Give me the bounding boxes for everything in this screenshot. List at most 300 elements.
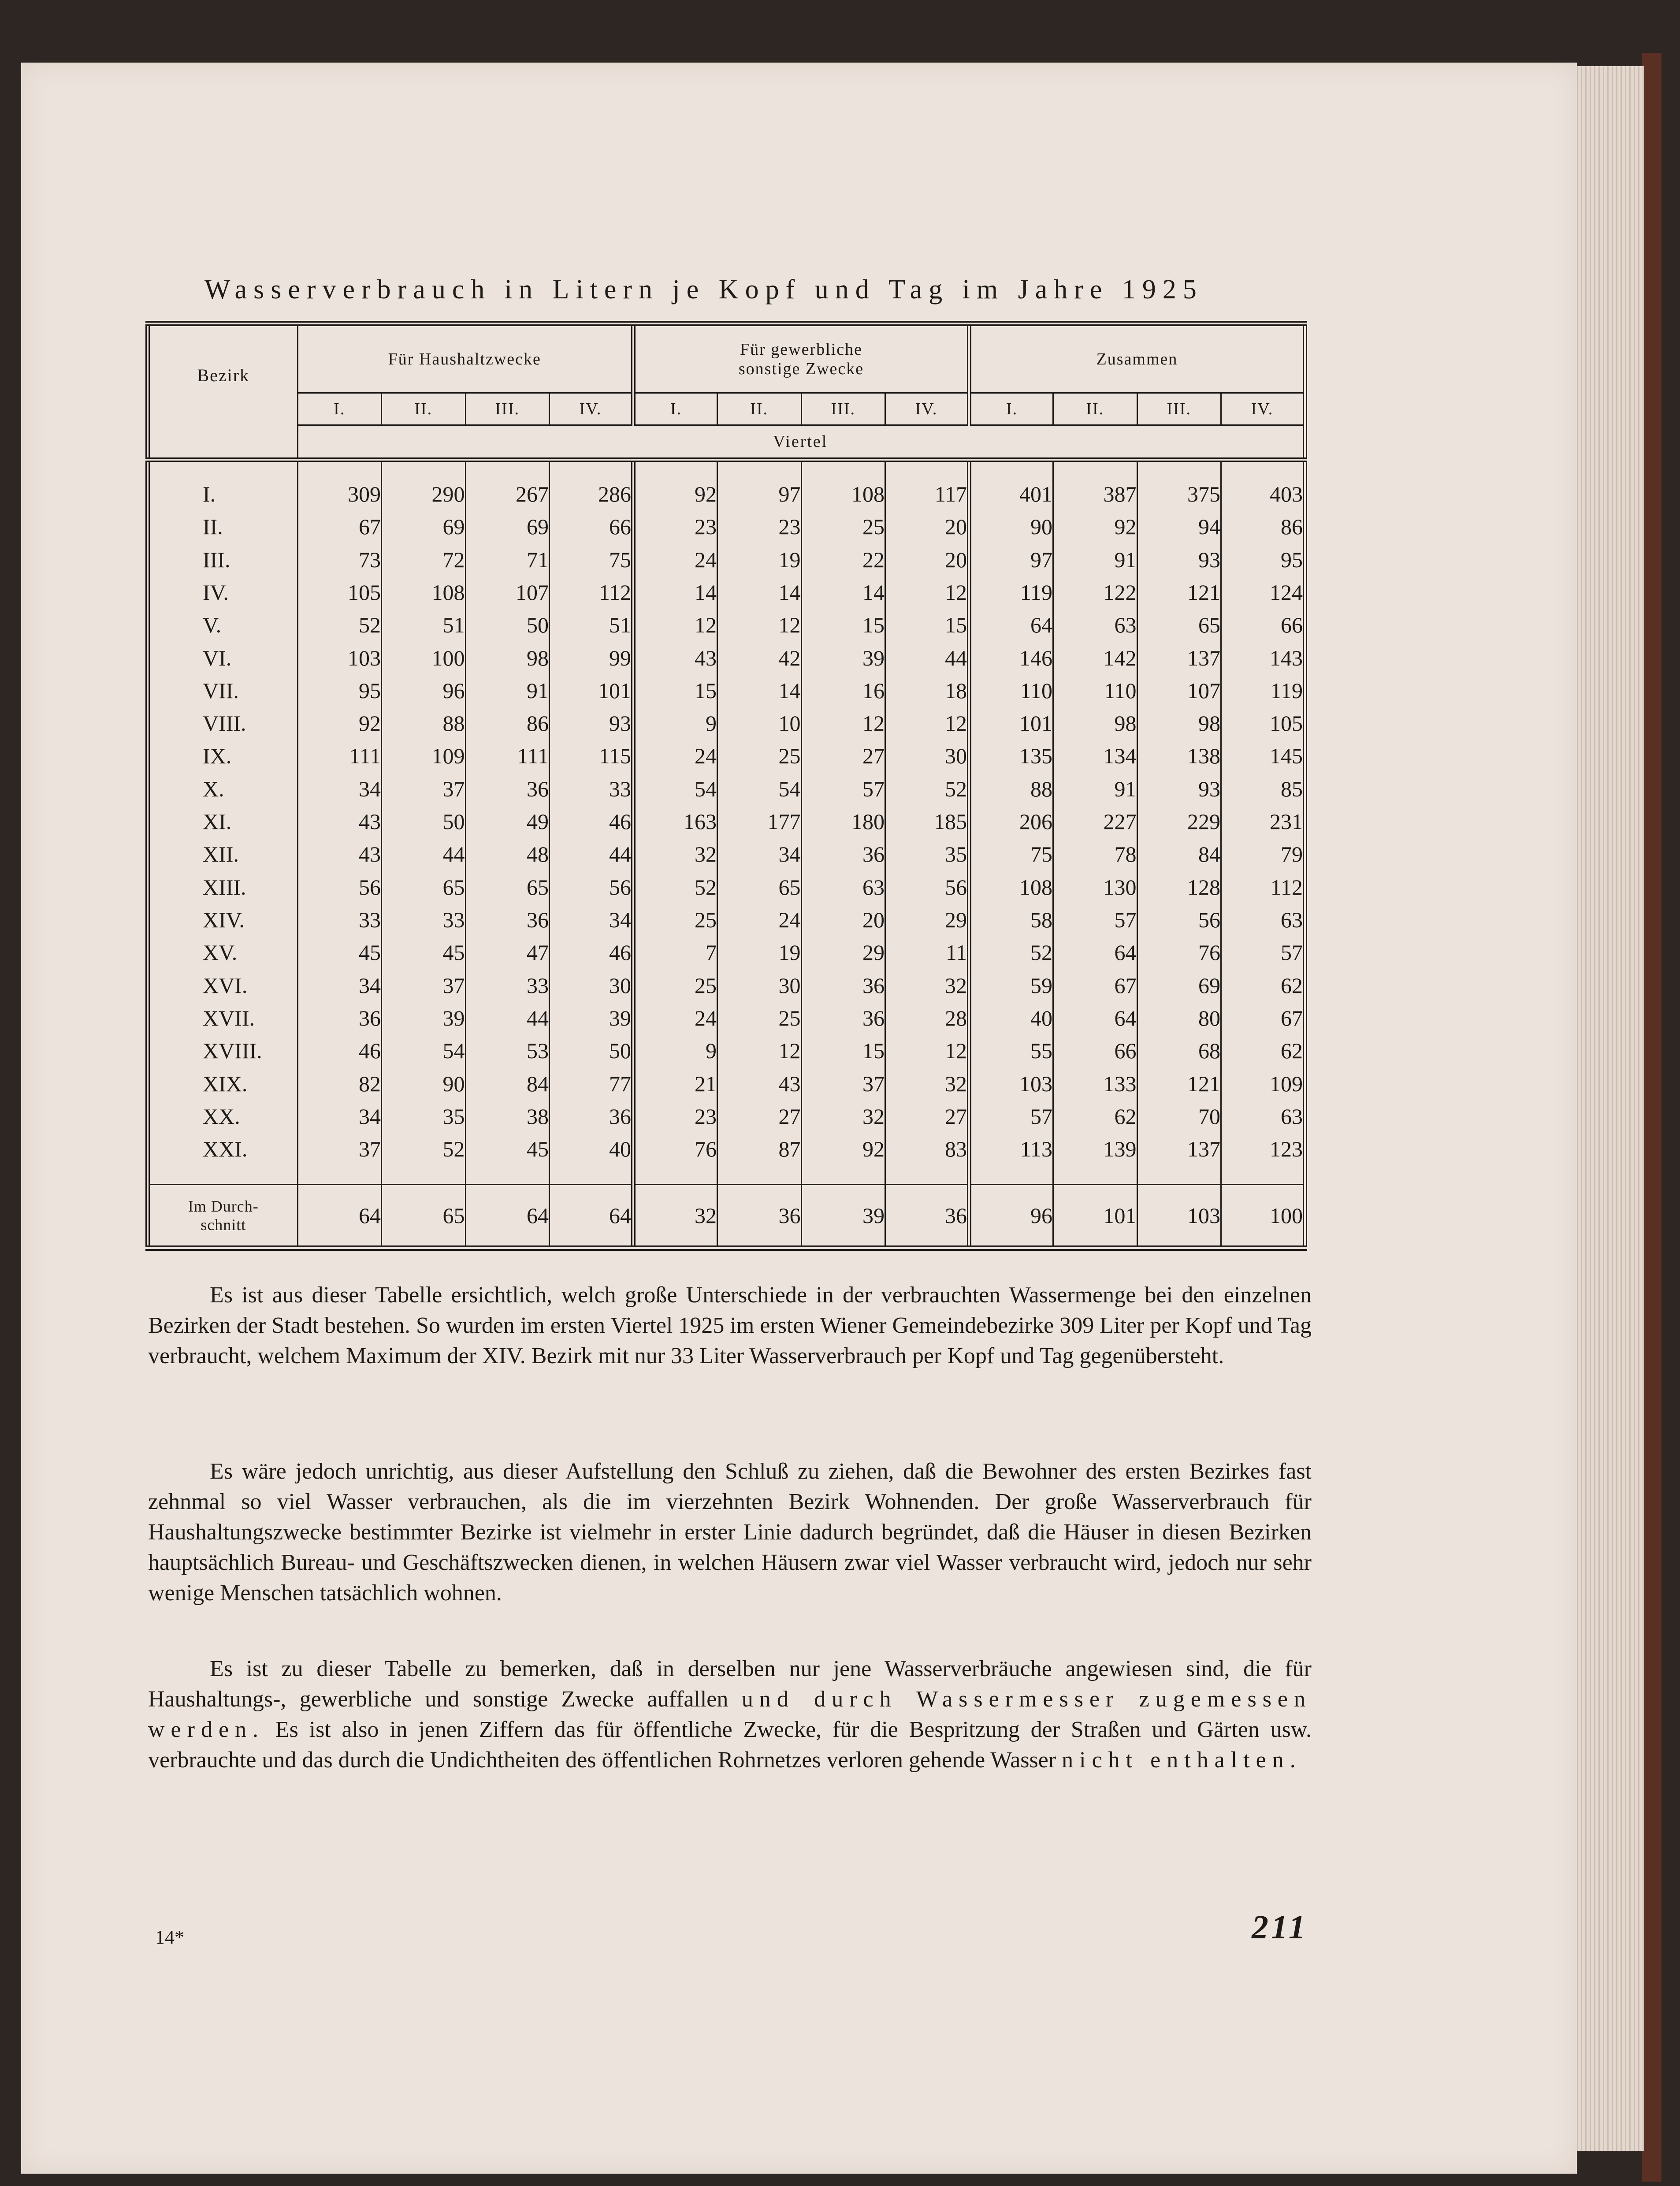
- gewerblich-header: [633, 323, 969, 393]
- cell-gewerblich-q2: 25: [717, 740, 802, 772]
- spacer-cell: [1221, 460, 1305, 475]
- table-row: [148, 1100, 1305, 1133]
- cell-haushalt-q4: 36: [550, 1100, 634, 1133]
- cell-haushalt-q1: 111: [297, 740, 382, 772]
- cell-zusammen-q1: 97: [969, 543, 1053, 576]
- cell-gewerblich-q3: 36: [801, 1002, 885, 1034]
- cell-zusammen-q2: 387: [1053, 475, 1137, 511]
- cell-haushalt-q3: 65: [465, 871, 550, 903]
- cell-zusammen-q4: 67: [1221, 1002, 1305, 1034]
- cell-haushalt-q1: 36: [297, 1002, 382, 1034]
- cell-gewerblich-q2: 36: [717, 1185, 802, 1248]
- quarter-header-haushalt-3: III.: [465, 393, 550, 425]
- gewerblich-header-line2: sonstige Zwecke: [738, 360, 864, 378]
- cell-gewerblich-q3: 63: [801, 871, 885, 903]
- spacer-cell: [1053, 1165, 1137, 1184]
- cell-haushalt-q4: 44: [550, 838, 634, 870]
- cell-zusammen-q4: 62: [1221, 1034, 1305, 1067]
- cell-gewerblich-q3: 14: [801, 576, 885, 609]
- district-label: IX.: [148, 740, 297, 772]
- cell-gewerblich-q1: 12: [633, 609, 717, 641]
- cell-zusammen-q4: 63: [1221, 1100, 1305, 1133]
- cell-zusammen-q2: 66: [1053, 1034, 1137, 1067]
- cell-haushalt-q1: 103: [297, 641, 382, 674]
- cell-zusammen-q2: 92: [1053, 510, 1137, 543]
- cell-haushalt-q4: 50: [550, 1034, 634, 1067]
- cell-haushalt-q4: 101: [550, 674, 634, 707]
- cell-zusammen-q3: 229: [1137, 805, 1221, 838]
- cell-gewerblich-q1: 25: [633, 903, 717, 936]
- cell-gewerblich-q4: 30: [885, 740, 970, 772]
- cell-haushalt-q2: 51: [382, 609, 466, 641]
- cell-zusammen-q1: 40: [969, 1002, 1053, 1034]
- table-row: [148, 936, 1305, 969]
- cell-haushalt-q1: 67: [297, 510, 382, 543]
- cell-haushalt-q2: 37: [382, 969, 466, 1002]
- district-label: XVI.: [148, 969, 297, 1002]
- cell-gewerblich-q1: 24: [633, 1002, 717, 1034]
- district-label: XX.: [148, 1100, 297, 1133]
- cell-gewerblich-q4: 32: [885, 1067, 970, 1100]
- cell-haushalt-q3: 91: [465, 674, 550, 707]
- cell-gewerblich-q3: 36: [801, 969, 885, 1002]
- cell-gewerblich-q3: 15: [801, 609, 885, 641]
- cell-haushalt-q3: 36: [465, 903, 550, 936]
- cell-haushalt-q3: 107: [465, 576, 550, 609]
- cell-gewerblich-q4: 29: [885, 903, 970, 936]
- cell-zusammen-q3: 94: [1137, 510, 1221, 543]
- cell-gewerblich-q3: 29: [801, 936, 885, 969]
- district-label: XV.: [148, 936, 297, 969]
- cell-haushalt-q2: 39: [382, 1002, 466, 1034]
- cell-gewerblich-q1: 9: [633, 707, 717, 740]
- average-label-line1: Im Durch-: [188, 1197, 259, 1215]
- cell-gewerblich-q3: 15: [801, 1034, 885, 1067]
- viertel-header: Viertel: [297, 425, 1305, 460]
- cell-haushalt-q4: 115: [550, 740, 634, 772]
- cell-haushalt-q4: 46: [550, 805, 634, 838]
- cell-zusammen-q3: 80: [1137, 1002, 1221, 1034]
- cell-haushalt-q4: 286: [550, 475, 634, 511]
- cell-gewerblich-q4: 32: [885, 969, 970, 1002]
- cell-zusammen-q1: 75: [969, 838, 1053, 870]
- cell-gewerblich-q3: 180: [801, 805, 885, 838]
- cell-haushalt-q1: 105: [297, 576, 382, 609]
- cell-gewerblich-q4: 36: [885, 1185, 970, 1248]
- cell-haushalt-q2: 37: [382, 773, 466, 805]
- cell-gewerblich-q3: 32: [801, 1100, 885, 1133]
- cell-zusammen-q2: 67: [1053, 969, 1137, 1002]
- cell-haushalt-q2: 108: [382, 576, 466, 609]
- spacer-cell: [550, 460, 634, 475]
- spacer-cell: [633, 460, 717, 475]
- cell-gewerblich-q1: 24: [633, 543, 717, 576]
- spacer-cell: [1053, 460, 1137, 475]
- cell-haushalt-q1: 33: [297, 903, 382, 936]
- cell-gewerblich-q4: 52: [885, 773, 970, 805]
- cell-gewerblich-q3: 27: [801, 740, 885, 772]
- cell-gewerblich-q1: 9: [633, 1034, 717, 1067]
- cell-haushalt-q4: 75: [550, 543, 634, 576]
- cell-haushalt-q1: 95: [297, 674, 382, 707]
- cell-zusammen-q1: 64: [969, 609, 1053, 641]
- district-label: III.: [148, 543, 297, 576]
- cell-gewerblich-q2: 23: [717, 510, 802, 543]
- cell-zusammen-q4: 145: [1221, 740, 1305, 772]
- cell-gewerblich-q4: 27: [885, 1100, 970, 1133]
- cell-gewerblich-q1: 7: [633, 936, 717, 969]
- water-consumption-table: [145, 321, 1307, 1251]
- cell-zusammen-q3: 137: [1137, 641, 1221, 674]
- cell-haushalt-q4: 51: [550, 609, 634, 641]
- cell-zusammen-q1: 110: [969, 674, 1053, 707]
- cell-haushalt-q2: 35: [382, 1100, 466, 1133]
- cell-zusammen-q1: 59: [969, 969, 1053, 1002]
- cell-gewerblich-q1: 14: [633, 576, 717, 609]
- cell-gewerblich-q4: 12: [885, 1034, 970, 1067]
- cell-haushalt-q2: 290: [382, 475, 466, 511]
- table-row: [148, 1034, 1305, 1067]
- spacer-cell: [382, 460, 466, 475]
- cell-gewerblich-q1: 21: [633, 1067, 717, 1100]
- cell-gewerblich-q4: 12: [885, 576, 970, 609]
- spacer-cell: [1221, 1165, 1305, 1184]
- cell-haushalt-q3: 111: [465, 740, 550, 772]
- bezirk-header-blank: [148, 425, 297, 460]
- cell-gewerblich-q1: 24: [633, 740, 717, 772]
- cell-zusammen-q2: 98: [1053, 707, 1137, 740]
- cell-zusammen-q2: 63: [1053, 609, 1137, 641]
- cell-zusammen-q2: 64: [1053, 936, 1137, 969]
- cell-haushalt-q2: 109: [382, 740, 466, 772]
- spacer-cell: [148, 460, 297, 475]
- cell-zusammen-q2: 91: [1053, 543, 1137, 576]
- cell-zusammen-q2: 91: [1053, 773, 1137, 805]
- cell-gewerblich-q2: 97: [717, 475, 802, 511]
- cell-zusammen-q2: 110: [1053, 674, 1137, 707]
- cell-haushalt-q2: 88: [382, 707, 466, 740]
- cell-zusammen-q3: 138: [1137, 740, 1221, 772]
- district-label: VIII.: [148, 707, 297, 740]
- cell-zusammen-q2: 134: [1053, 740, 1137, 772]
- cell-zusammen-q3: 56: [1137, 903, 1221, 936]
- gewerblich-header-line1: Für gewerbliche: [740, 340, 862, 359]
- spacer-cell: [717, 1165, 802, 1184]
- cell-zusammen-q1: 113: [969, 1133, 1053, 1165]
- quarter-header-row: [148, 393, 1305, 425]
- cell-gewerblich-q2: 19: [717, 936, 802, 969]
- cell-gewerblich-q2: 30: [717, 969, 802, 1002]
- cell-zusammen-q4: 123: [1221, 1133, 1305, 1165]
- cell-haushalt-q2: 44: [382, 838, 466, 870]
- cell-gewerblich-q3: 22: [801, 543, 885, 576]
- cell-gewerblich-q2: 65: [717, 871, 802, 903]
- spacer-cell: [633, 1165, 717, 1184]
- cell-gewerblich-q1: 32: [633, 838, 717, 870]
- cell-zusammen-q1: 96: [969, 1185, 1053, 1248]
- table-row: [148, 1002, 1305, 1034]
- page-number: 211: [1252, 1909, 1308, 1946]
- spacer-cell: [885, 460, 970, 475]
- cell-haushalt-q1: 43: [297, 838, 382, 870]
- cell-haushalt-q2: 33: [382, 903, 466, 936]
- cell-zusammen-q4: 100: [1221, 1185, 1305, 1248]
- cell-zusammen-q3: 68: [1137, 1034, 1221, 1067]
- cell-haushalt-q3: 48: [465, 838, 550, 870]
- cell-haushalt-q2: 54: [382, 1034, 466, 1067]
- paragraph-3-middle: Es ist also in jenen Ziffern das für öffentliche Zwecke, für die Bespritzung der Straßen und Gärten usw. verbrauchte und das durch die Undichtheiten des öffentlichen Rohrnetzes verloren gehende Wasser: [148, 1717, 1312, 1773]
- cell-gewerblich-q3: 39: [801, 641, 885, 674]
- signature-mark: 14*: [155, 1926, 184, 1948]
- cell-zusammen-q4: 57: [1221, 936, 1305, 969]
- cell-zusammen-q3: 121: [1137, 1067, 1221, 1100]
- quarter-header-gewerblich-2: II.: [717, 393, 802, 425]
- cell-zusammen-q2: 122: [1053, 576, 1137, 609]
- cell-zusammen-q1: 135: [969, 740, 1053, 772]
- cell-zusammen-q2: 130: [1053, 871, 1137, 903]
- cell-zusammen-q4: 86: [1221, 510, 1305, 543]
- spacer-cell: [885, 1165, 970, 1184]
- cell-gewerblich-q4: 12: [885, 707, 970, 740]
- cell-haushalt-q4: 99: [550, 641, 634, 674]
- cell-gewerblich-q2: 25: [717, 1002, 802, 1034]
- cell-zusammen-q4: 231: [1221, 805, 1305, 838]
- cell-gewerblich-q1: 163: [633, 805, 717, 838]
- cell-zusammen-q4: 112: [1221, 871, 1305, 903]
- table-row: [148, 475, 1305, 511]
- cell-gewerblich-q1: 92: [633, 475, 717, 511]
- paragraph-3-start: Es ist zu dieser Tabelle zu bemerken, daß in derselben nur jene Wasserverbräuche angewiesen sind, die für Haushaltungs-, gewerbliche und sonstige Zwecke auffallen: [148, 1656, 1312, 1712]
- cell-haushalt-q1: 34: [297, 969, 382, 1002]
- cell-gewerblich-q4: 15: [885, 609, 970, 641]
- cell-zusammen-q1: 206: [969, 805, 1053, 838]
- cell-haushalt-q3: 64: [465, 1185, 550, 1248]
- cell-zusammen-q2: 139: [1053, 1133, 1137, 1165]
- cell-haushalt-q3: 98: [465, 641, 550, 674]
- cell-haushalt-q1: 43: [297, 805, 382, 838]
- cell-gewerblich-q4: 20: [885, 543, 970, 576]
- cell-gewerblich-q1: 54: [633, 773, 717, 805]
- cell-gewerblich-q1: 52: [633, 871, 717, 903]
- district-label: IV.: [148, 576, 297, 609]
- district-label: XIX.: [148, 1067, 297, 1100]
- cell-zusammen-q3: 121: [1137, 576, 1221, 609]
- cell-zusammen-q2: 142: [1053, 641, 1137, 674]
- average-row: [148, 1185, 1305, 1248]
- district-label: VI.: [148, 641, 297, 674]
- book-cover-edge: [1642, 53, 1661, 2182]
- cell-zusammen-q1: 146: [969, 641, 1053, 674]
- cell-gewerblich-q1: 25: [633, 969, 717, 1002]
- cell-gewerblich-q4: 56: [885, 871, 970, 903]
- table-row: [148, 1067, 1305, 1100]
- cell-gewerblich-q2: 42: [717, 641, 802, 674]
- table-row: [148, 576, 1305, 609]
- cell-haushalt-q3: 267: [465, 475, 550, 511]
- paragraph-3-spaced-1: und durch Wassermesser zugemessen werden.: [148, 1687, 1312, 1742]
- cell-haushalt-q2: 50: [382, 805, 466, 838]
- cell-zusammen-q4: 124: [1221, 576, 1305, 609]
- cell-haushalt-q4: 64: [550, 1185, 634, 1248]
- paragraph-2: Es wäre jedoch unrichtig, aus dieser Aufstellung den Schluß zu ziehen, daß die Bewohner des ersten Bezirkes fast zehnmal so viel Wasser verbrauchen, als die im vierzehnten Bezirk Wohnenden. Der große Wasserverbrauch für Haushaltungszwecke bestimmter Bezirke ist vielmehr in erster Linie dadurch begründet, daß die Häuser in diesen Bezirken hauptsächlich Bureau- und Geschäftszwecken dienen, in welchen Häusern zwar viel Wasser verbraucht wird, jedoch nur sehr wenige Menschen tatsächlich wohnen.: [148, 1459, 1312, 1606]
- cell-gewerblich-q4: 185: [885, 805, 970, 838]
- spacer-cell: [148, 1165, 297, 1184]
- cell-zusammen-q2: 133: [1053, 1067, 1137, 1100]
- cell-gewerblich-q3: 37: [801, 1067, 885, 1100]
- district-label: X.: [148, 773, 297, 805]
- cell-haushalt-q1: 37: [297, 1133, 382, 1165]
- spacer-cell: [801, 1165, 885, 1184]
- cell-zusammen-q4: 119: [1221, 674, 1305, 707]
- cell-gewerblich-q3: 16: [801, 674, 885, 707]
- cell-gewerblich-q2: 43: [717, 1067, 802, 1100]
- spacer-cell: [297, 1165, 382, 1184]
- cell-zusammen-q4: 63: [1221, 903, 1305, 936]
- cell-zusammen-q1: 101: [969, 707, 1053, 740]
- cell-haushalt-q3: 86: [465, 707, 550, 740]
- cell-zusammen-q3: 103: [1137, 1185, 1221, 1248]
- cell-zusammen-q3: 69: [1137, 969, 1221, 1002]
- cell-zusammen-q2: 57: [1053, 903, 1137, 936]
- district-label: XXI.: [148, 1133, 297, 1165]
- cell-haushalt-q1: 46: [297, 1034, 382, 1067]
- cell-zusammen-q3: 375: [1137, 475, 1221, 511]
- cell-gewerblich-q4: 28: [885, 1002, 970, 1034]
- cell-gewerblich-q3: 57: [801, 773, 885, 805]
- cell-gewerblich-q2: 10: [717, 707, 802, 740]
- table-row: [148, 543, 1305, 576]
- district-label: V.: [148, 609, 297, 641]
- cell-haushalt-q1: 82: [297, 1067, 382, 1100]
- cell-gewerblich-q2: 54: [717, 773, 802, 805]
- table-row: [148, 674, 1305, 707]
- cell-haushalt-q3: 53: [465, 1034, 550, 1067]
- district-label: I.: [148, 475, 297, 511]
- cell-gewerblich-q2: 27: [717, 1100, 802, 1133]
- cell-gewerblich-q1: 32: [633, 1185, 717, 1248]
- spacer-cell: [382, 1165, 466, 1184]
- cell-zusammen-q4: 66: [1221, 609, 1305, 641]
- table-row: [148, 773, 1305, 805]
- spacer-row: [148, 1165, 1305, 1184]
- cell-zusammen-q1: 57: [969, 1100, 1053, 1133]
- cell-haushalt-q4: 93: [550, 707, 634, 740]
- table-row: [148, 707, 1305, 740]
- district-label: XVII.: [148, 1002, 297, 1034]
- cell-haushalt-q1: 45: [297, 936, 382, 969]
- district-label: XIII.: [148, 871, 297, 903]
- quarter-header-gewerblich-4: IV.: [885, 393, 970, 425]
- cell-zusammen-q3: 65: [1137, 609, 1221, 641]
- average-label-line2: schnitt: [201, 1216, 246, 1234]
- cell-haushalt-q3: 71: [465, 543, 550, 576]
- cell-gewerblich-q4: 117: [885, 475, 970, 511]
- bezirk-header: Bezirk: [148, 323, 297, 425]
- cell-haushalt-q1: 34: [297, 773, 382, 805]
- cell-haushalt-q3: 47: [465, 936, 550, 969]
- cell-haushalt-q2: 69: [382, 510, 466, 543]
- cell-zusammen-q1: 55: [969, 1034, 1053, 1067]
- cell-haushalt-q2: 52: [382, 1133, 466, 1165]
- cell-haushalt-q4: 34: [550, 903, 634, 936]
- cell-haushalt-q4: 30: [550, 969, 634, 1002]
- cell-haushalt-q3: 84: [465, 1067, 550, 1100]
- cell-gewerblich-q1: 43: [633, 641, 717, 674]
- table-row: [148, 969, 1305, 1002]
- cell-gewerblich-q4: 20: [885, 510, 970, 543]
- district-label: VII.: [148, 674, 297, 707]
- table-body: [148, 460, 1305, 1248]
- cell-haushalt-q3: 44: [465, 1002, 550, 1034]
- zusammen-header: Zusammen: [969, 323, 1305, 393]
- spacer-row: [148, 460, 1305, 475]
- district-label: II.: [148, 510, 297, 543]
- table-row: [148, 1133, 1305, 1165]
- cell-gewerblich-q2: 14: [717, 576, 802, 609]
- quarter-header-haushalt-2: II.: [382, 393, 466, 425]
- table-row: [148, 903, 1305, 936]
- cell-zusammen-q2: 227: [1053, 805, 1137, 838]
- cell-zusammen-q1: 108: [969, 871, 1053, 903]
- table-row: [148, 609, 1305, 641]
- spacer-cell: [465, 1165, 550, 1184]
- cell-zusammen-q1: 90: [969, 510, 1053, 543]
- district-label: XII.: [148, 838, 297, 870]
- quarter-header-zusammen-2: II.: [1053, 393, 1137, 425]
- cell-gewerblich-q4: 44: [885, 641, 970, 674]
- average-label: [148, 1185, 297, 1248]
- cell-zusammen-q3: 76: [1137, 936, 1221, 969]
- cell-gewerblich-q4: 11: [885, 936, 970, 969]
- cell-gewerblich-q3: 39: [801, 1185, 885, 1248]
- cell-zusammen-q1: 401: [969, 475, 1053, 511]
- paragraph-3: [148, 1654, 1312, 1775]
- cell-zusammen-q3: 84: [1137, 838, 1221, 870]
- cell-zusammen-q3: 98: [1137, 707, 1221, 740]
- cell-zusammen-q3: 93: [1137, 773, 1221, 805]
- spacer-cell: [1137, 1165, 1221, 1184]
- cell-haushalt-q2: 100: [382, 641, 466, 674]
- cell-zusammen-q2: 101: [1053, 1185, 1137, 1248]
- cell-haushalt-q4: 66: [550, 510, 634, 543]
- cell-haushalt-q3: 49: [465, 805, 550, 838]
- cell-gewerblich-q3: 92: [801, 1133, 885, 1165]
- cell-haushalt-q3: 33: [465, 969, 550, 1002]
- table-title: Wasserverbrauch in Litern je Kopf und Tag im Jahre 1925: [204, 275, 1203, 305]
- spacer-cell: [969, 460, 1053, 475]
- cell-gewerblich-q3: 12: [801, 707, 885, 740]
- cell-gewerblich-q4: 18: [885, 674, 970, 707]
- cell-gewerblich-q3: 20: [801, 903, 885, 936]
- cell-haushalt-q3: 50: [465, 609, 550, 641]
- spacer-cell: [465, 460, 550, 475]
- cell-zusammen-q4: 95: [1221, 543, 1305, 576]
- cell-haushalt-q3: 69: [465, 510, 550, 543]
- cell-haushalt-q2: 65: [382, 871, 466, 903]
- cell-haushalt-q4: 39: [550, 1002, 634, 1034]
- cell-haushalt-q1: 34: [297, 1100, 382, 1133]
- cell-haushalt-q2: 96: [382, 674, 466, 707]
- cell-zusammen-q1: 119: [969, 576, 1053, 609]
- cell-haushalt-q1: 64: [297, 1185, 382, 1248]
- cell-haushalt-q4: 56: [550, 871, 634, 903]
- cell-zusammen-q1: 103: [969, 1067, 1053, 1100]
- cell-haushalt-q3: 36: [465, 773, 550, 805]
- cell-haushalt-q4: 40: [550, 1133, 634, 1165]
- cell-zusammen-q3: 137: [1137, 1133, 1221, 1165]
- cell-haushalt-q4: 33: [550, 773, 634, 805]
- cell-zusammen-q4: 105: [1221, 707, 1305, 740]
